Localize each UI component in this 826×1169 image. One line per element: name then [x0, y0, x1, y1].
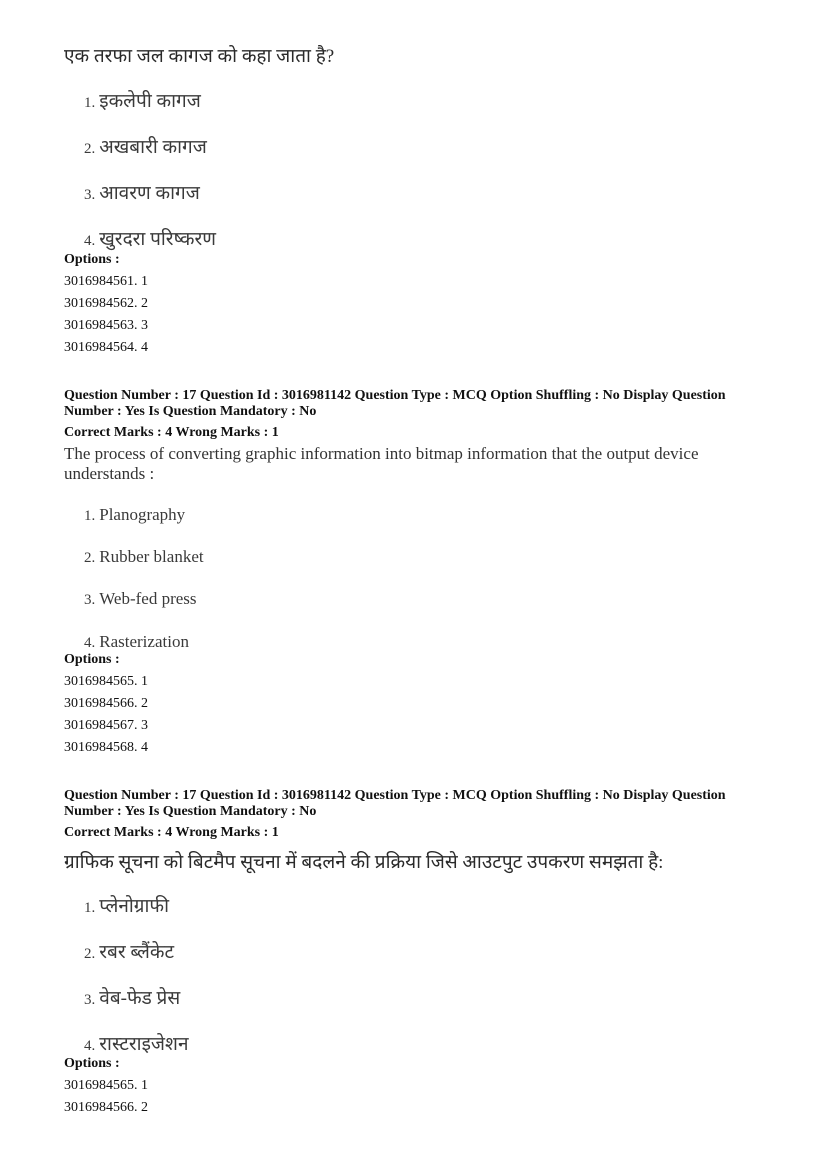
choice-item: 2. Rubber blanket — [84, 547, 204, 566]
option-id: 3016984566. 2 — [64, 1100, 148, 1115]
option-id: 3016984561. 1 — [64, 274, 148, 289]
choice-item: 3. आवरण कागज — [84, 183, 200, 204]
choice-item: 1. Planography — [84, 505, 186, 524]
choice-item: 1. इकलेपी कागज — [84, 91, 201, 112]
choice-item: 4. रास्टराइजेशन — [84, 1034, 189, 1055]
choice-item: 4. Rasterization — [84, 632, 189, 651]
option-id: 3016984565. 1 — [64, 674, 148, 689]
choice-item: 3. वेब-फेड प्रेस — [84, 988, 181, 1009]
choice-item: 4. खुरदरा परिष्करण — [84, 229, 217, 250]
option-id: 3016984566. 2 — [64, 696, 148, 711]
question-meta: Question Number : 17 Question Id : 3016981142 Question Type : MCQ Option Shuffling : No Display Question Number : Yes Is Question Mandatory : No — [64, 388, 726, 419]
question-text-hindi-1: एक तरफा जल कागज को कहा जाता है? — [64, 46, 335, 67]
options-label: Options : — [64, 252, 120, 267]
options-label: Options : — [64, 652, 120, 667]
choice-item: 2. अखबारी कागज — [84, 137, 207, 158]
option-id: 3016984564. 4 — [64, 340, 148, 355]
choice-item: 3. Web-fed press — [84, 589, 197, 608]
options-label: Options : — [64, 1056, 120, 1071]
choice-item: 1. प्लेनोग्राफी — [84, 896, 169, 917]
question-text-english: The process of converting graphic information into bitmap information that the output device understands : — [64, 444, 699, 483]
option-id: 3016984562. 2 — [64, 296, 148, 311]
option-id: 3016984565. 1 — [64, 1078, 148, 1093]
option-id: 3016984563. 3 — [64, 318, 148, 333]
marks-line: Correct Marks : 4 Wrong Marks : 1 — [64, 425, 279, 440]
option-id: 3016984567. 3 — [64, 718, 148, 733]
option-id: 3016984568. 4 — [64, 740, 148, 755]
question-text-hindi: ग्राफिक सूचना को बिटमैप सूचना में बदलने की प्रक्रिया जिसे आउटपुट उपकरण समझता है: — [64, 852, 664, 873]
question-meta: Question Number : 17 Question Id : 3016981142 Question Type : MCQ Option Shuffling : No Display Question Number : Yes Is Question Mandatory : No — [64, 788, 726, 819]
marks-line: Correct Marks : 4 Wrong Marks : 1 — [64, 825, 279, 840]
choice-item: 2. रबर ब्लैंकेट — [84, 942, 175, 963]
